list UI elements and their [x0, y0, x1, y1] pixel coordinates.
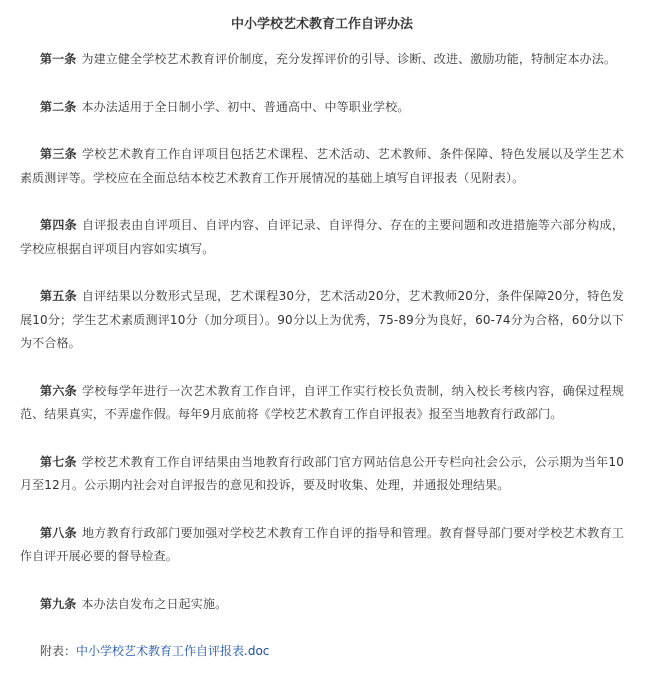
article-9 — [20, 593, 624, 617]
article-text: 自评结果以分数形式呈现，艺术课程30分，艺术活动20分，艺术教师20分，条件保障20分，特色发展10分；学生艺术素质测评10分（加分项目）。90分以上为优秀，75-89分为良好，60-74分为合格，60分以下为不合格。 — [20, 289, 625, 350]
attachment-label: 附表： — [40, 644, 77, 658]
article-text: 地方教育行政部门要加强对学校艺术教育工作自评的指导和管理。教育督导部门要对学校艺术教育工作自评开展必要的督导检查。 — [20, 525, 624, 563]
article-text: 学校艺术教育工作自评项目包括艺术课程、艺术活动、艺术教师、条件保障、特色发展以及学生艺术素质测评等。学校应在全面总结本校艺术教育工作开展情况的基础上填写自评报表（见附表）。 — [20, 147, 624, 185]
article-number: 第四条 — [40, 218, 77, 232]
article-4 — [20, 214, 624, 261]
document-title: 中小学校艺术教育工作自评办法 — [230, 17, 413, 32]
article-3 — [20, 143, 624, 190]
article-number: 第六条 — [40, 383, 77, 398]
article-text: 学校每学年进行一次艺术教育工作自评，自评工作实行校长负责制，纳入校长考核内容，确保过程规范、结果真实，不弄虚作假。每年9月底前将《学校艺术教育工作自评报表》报至当地教育行政部门。 — [20, 383, 624, 421]
article-number: 第三条 — [40, 147, 77, 161]
article-text: 本办法适用于全日制小学、初中、普通高中、中等职业学校。 — [81, 99, 410, 114]
article-7 — [20, 451, 624, 498]
attachment-link[interactable]: 中小学校艺术教育工作自评报表.doc — [76, 644, 270, 658]
article-number: 第一条 — [40, 52, 77, 66]
article-number: 第九条 — [40, 596, 77, 611]
attachment-line — [20, 640, 624, 663]
article-number: 第七条 — [40, 454, 77, 469]
article-8 — [20, 522, 624, 569]
article-5 — [20, 285, 624, 356]
article-number: 第八条 — [40, 525, 77, 540]
article-1 — [20, 48, 624, 72]
article-text: 学校艺术教育工作自评结果由当地教育行政部门官方网站信息公开专栏向社会公示，公示期为当年10月至12月。公示期内社会对自评报告的意见和投诉，要及时收集、处理，并通报处理结果。 — [20, 454, 624, 492]
article-text: 自评报表由自评项目、自评内容、自评记录、自评得分、存在的主要问题和改进措施等六部分构成，学校应根据自评项目内容如实填写。 — [20, 218, 624, 256]
article-text: 本办法自发布之日起实施。 — [81, 596, 228, 611]
article-number: 第五条 — [40, 289, 77, 303]
article-number: 第二条 — [40, 99, 77, 114]
article-2 — [20, 96, 624, 120]
article-text: 为建立健全学校艺术教育评价制度，充分发挥评价的引导、诊断、改进、激励功能，特制定本办法。 — [81, 52, 617, 66]
article-6 — [20, 380, 624, 427]
